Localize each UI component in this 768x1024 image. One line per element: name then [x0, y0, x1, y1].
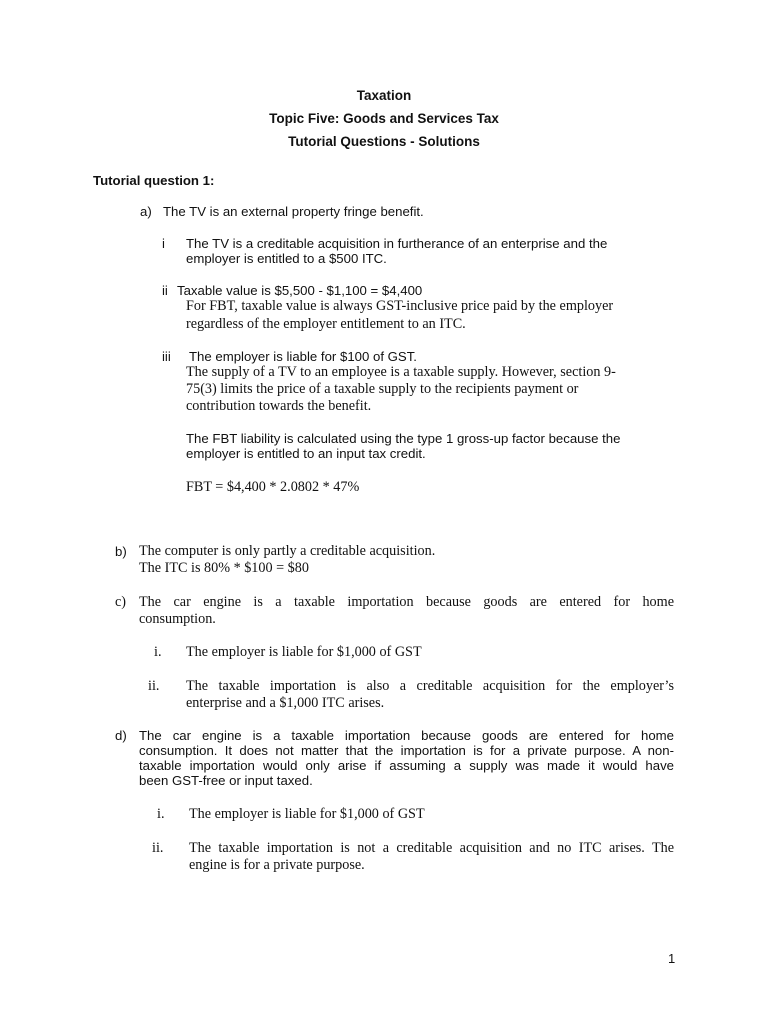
item-b-line1: The computer is only partly a creditable acquisition.: [139, 543, 436, 559]
item-a-i-marker: i: [162, 236, 165, 251]
item-a-ii-text: Taxable value is $5,500 - $1,100 = $4,400: [177, 283, 423, 298]
item-a-text: The TV is an external property fringe benefit.: [163, 204, 424, 219]
item-c-ii-marker: ii.: [148, 678, 160, 694]
item-d-marker: d): [115, 728, 127, 743]
item-a-iii-line3: contribution towards the benefit.: [186, 398, 372, 414]
item-d-ii-line1: The taxable importation is not a creditable acquisition and no ITC arises. The: [189, 840, 674, 856]
document-title: Taxation: [356, 88, 412, 103]
item-c-ii-line1: The taxable importation is also a creditable acquisition for the employer’s: [186, 678, 674, 694]
document-subtitle: Tutorial Questions - Solutions: [288, 134, 480, 149]
item-d-line2: consumption. It does not matter that the importation is for a private purpose. A non-: [139, 743, 674, 758]
page-number: 1: [668, 951, 676, 966]
item-c-line1: The car engine is a taxable importation because goods are entered for home: [139, 594, 674, 610]
item-a-iii-fbt-line2: employer is entitled to an input tax credit.: [186, 446, 426, 461]
fbt-formula: FBT = $4,400 * 2.0802 * 47%: [186, 479, 360, 495]
item-a-ii-line1: For FBT, taxable value is always GST-inclusive price paid by the employer: [186, 298, 614, 314]
item-c-marker: c): [115, 594, 127, 610]
question-heading: Tutorial question 1:: [93, 173, 215, 188]
item-b-marker: b): [115, 544, 127, 559]
item-a-i-line1: The TV is a creditable acquisition in furtherance of an enterprise and the: [186, 236, 608, 251]
item-d-line1: The car engine is a taxable importation because goods are entered for home: [139, 728, 674, 743]
item-c-ii-line2: enterprise and a $1,000 ITC arises.: [186, 695, 385, 711]
item-a-iii-text: The employer is liable for $100 of GST.: [189, 349, 417, 364]
item-a-ii-marker: ii: [162, 283, 168, 298]
item-d-ii-marker: ii.: [152, 840, 164, 856]
item-d-line4: been GST-free or input taxed.: [139, 773, 313, 788]
item-d-line3: taxable importation would only arise if assuming a supply was made it would have: [139, 758, 674, 773]
item-c-line2: consumption.: [139, 611, 216, 627]
item-a-iii-fbt-line1: The FBT liability is calculated using the type 1 gross-up factor because the: [186, 431, 621, 446]
item-b-line2: The ITC is 80% * $100 = $80: [139, 560, 309, 576]
item-a-marker: a): [140, 204, 152, 219]
item-a-ii-line2: regardless of the employer entitlement to an ITC.: [186, 316, 466, 332]
topic-heading: Topic Five: Goods and Services Tax: [269, 111, 499, 126]
item-d-ii-line2: engine is for a private purpose.: [189, 857, 365, 873]
item-a-iii-marker: iii: [162, 349, 171, 364]
item-a-iii-line2: 75(3) limits the price of a taxable supply to the recipients payment or: [186, 381, 579, 397]
item-c-i-text: The employer is liable for $1,000 of GST: [186, 644, 422, 660]
item-d-i-text: The employer is liable for $1,000 of GST: [189, 806, 425, 822]
item-a-i-line2: employer is entitled to a $500 ITC.: [186, 251, 387, 266]
item-c-i-marker: i.: [154, 644, 162, 660]
item-d-i-marker: i.: [157, 806, 165, 822]
item-a-iii-line1: The supply of a TV to an employee is a taxable supply. However, section 9-: [186, 364, 616, 380]
